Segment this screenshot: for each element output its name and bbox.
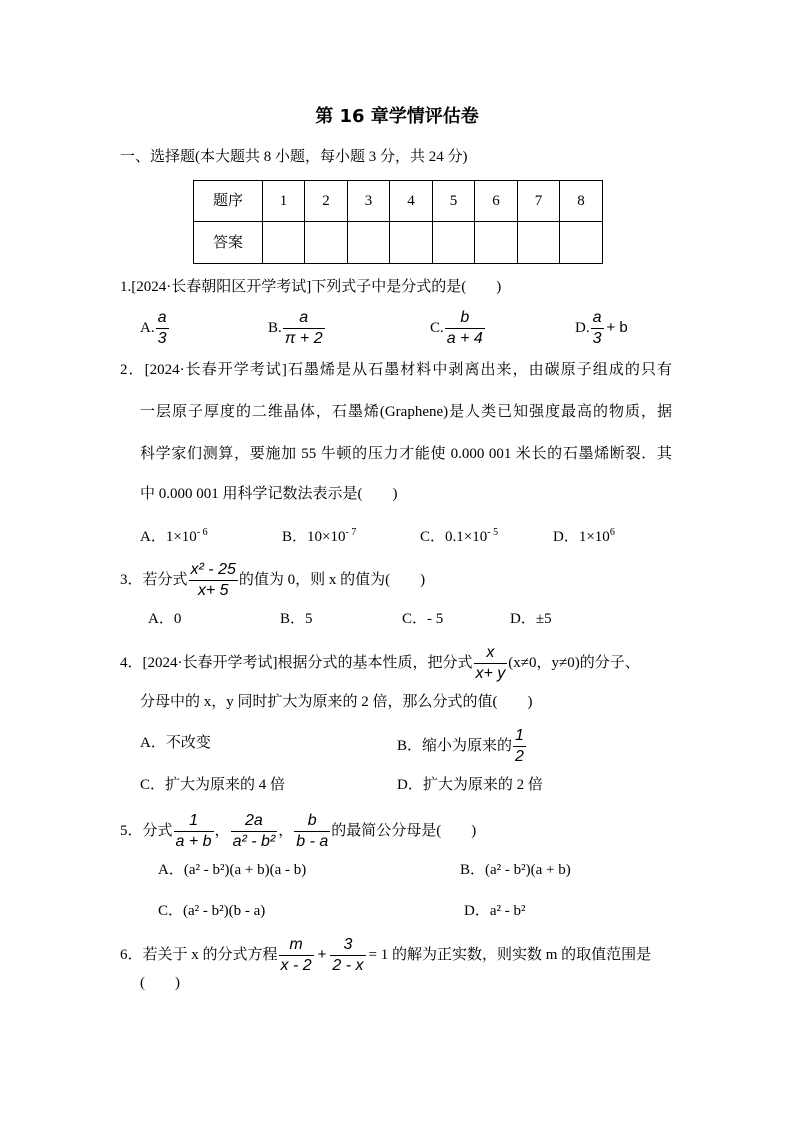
option-exponent: - 5 (487, 527, 499, 538)
answer-cell (390, 222, 433, 264)
question-2-line-4: 中 0.000 001 用科学记数法表示是( ) (140, 486, 398, 502)
stem-suffix: (x≠0，y≠0)的分子、 (508, 655, 640, 671)
numerator: x (474, 643, 508, 664)
option-label: D． (553, 529, 579, 545)
question-4-option-a: A．不改变 (140, 735, 211, 751)
answer-row (194, 222, 603, 264)
question-2-option-d (553, 527, 615, 547)
denominator: a² - b² (232, 833, 276, 851)
question-5-stem (120, 809, 476, 853)
option-exponent: - 7 (345, 527, 357, 538)
denominator: x+ y (475, 665, 506, 683)
denominator: a + b (175, 833, 212, 851)
question-2-line-1: 2．[2024·长春开学考试]石墨烯是从石墨材料中剥离出来，由碳原子组成的只有 (120, 362, 672, 378)
option-base: 10×10 (307, 529, 346, 545)
question-3-option-b: B．5 (280, 611, 313, 627)
answer-cell (433, 222, 475, 264)
question-number-cell: 5 (433, 181, 475, 222)
question-2-option-b (282, 527, 356, 547)
denominator: 2 - x (332, 957, 364, 975)
numerator: 1 (513, 726, 526, 747)
answer-cell (518, 222, 560, 264)
option-exponent: 6 (609, 527, 615, 538)
answer-cell (348, 222, 390, 264)
stem-prefix: 3．若分式 (120, 572, 188, 588)
question-3-option-c: C．- 5 (402, 611, 444, 627)
fraction (591, 308, 604, 349)
denominator: π + 2 (284, 330, 323, 348)
answer-cell (305, 222, 348, 264)
stem-prefix: 4．[2024·长春开学考试]根据分式的基本性质，把分式 (120, 655, 473, 671)
question-5-option-d: D．a² - b² (464, 903, 526, 919)
stem-prefix: 6．若关于 x 的分式方程 (120, 947, 278, 963)
page-title: 第 16 章学情评估卷 (315, 106, 479, 127)
question-3-option-a: A．0 (148, 611, 182, 627)
option-label: C. (430, 320, 444, 336)
question-2-option-a (140, 527, 208, 547)
plus-operator: + (317, 946, 327, 963)
question-4-line-1 (120, 641, 640, 685)
question-3-option-d: D．±5 (510, 611, 552, 627)
stem-suffix: 的值为 0，则 x 的值为( ) (238, 572, 426, 588)
fraction (231, 811, 278, 852)
question-1-option-d (575, 306, 631, 350)
numerator: m (279, 935, 314, 956)
question-number-cell: 3 (348, 181, 390, 222)
question-number-cell: 2 (305, 181, 348, 222)
option-base: 0.1×10 (445, 529, 488, 545)
question-1-option-b (268, 306, 326, 350)
denominator: x - 2 (280, 957, 312, 975)
question-4-option-d: D．扩大为原来的 2 倍 (397, 777, 543, 793)
section-heading: 一、选择题(本大题共 8 小题，每小题 3 分，共 24 分) (120, 149, 468, 165)
question-1-stem: 1.[2024·长春朝阳区开学考试]下列式子中是分式的是( ) (120, 279, 502, 295)
numerator: a (156, 308, 169, 329)
option-label: B. (268, 320, 282, 336)
fraction (294, 811, 330, 852)
question-number-row (194, 181, 603, 222)
option-base: 1×10 (578, 529, 610, 545)
denominator: x+ 5 (197, 582, 229, 600)
question-6-line-2: ( ) (140, 975, 180, 991)
fraction (283, 308, 325, 349)
numerator: b (294, 811, 330, 832)
answer-cell (475, 222, 518, 264)
option-label: A. (140, 320, 155, 336)
stem-suffix: = 1 的解为正实数，则实数 m 的取值范围是 (368, 947, 652, 963)
denominator: 2 (515, 748, 524, 766)
option-base: 1×10 (165, 529, 197, 545)
numerator: b (445, 308, 485, 329)
question-6-line-1 (120, 933, 651, 977)
question-2-line-3: 科学家们测算，要施加 55 牛顿的压力才能使 0.000 001 米长的石墨烯断裂．其 (140, 446, 672, 462)
separator: ， (278, 823, 294, 839)
numerator: 2a (231, 811, 278, 832)
stem-prefix: 5．分式 (120, 823, 173, 839)
denominator: 3 (592, 330, 602, 348)
row-header-answer: 答案 (194, 222, 263, 264)
option-label: B． (282, 529, 308, 545)
option-suffix: + b (606, 319, 628, 336)
stem-suffix: 的最简公分母是( ) (331, 823, 477, 839)
row-header-question-number: 题序 (194, 181, 263, 222)
numerator: a (591, 308, 604, 329)
question-1-option-c (430, 306, 486, 350)
question-5-option-b: B．(a² - b²)(a + b) (460, 862, 571, 878)
denominator: a + 4 (446, 330, 483, 348)
question-3-stem (120, 558, 425, 602)
fraction (174, 811, 214, 852)
question-number-cell: 8 (560, 181, 603, 222)
answer-cell (263, 222, 305, 264)
numerator: 3 (330, 935, 365, 956)
option-exponent: - 6 (196, 527, 208, 538)
fraction (279, 935, 314, 976)
fraction (445, 308, 485, 349)
question-number-cell: 7 (518, 181, 560, 222)
fraction (513, 726, 526, 767)
fraction (474, 643, 508, 684)
question-number-cell: 1 (263, 181, 305, 222)
denominator: b - a (296, 833, 329, 851)
option-text: B．缩小为原来的 (397, 738, 513, 754)
fraction (156, 308, 169, 349)
option-label: C． (420, 529, 446, 545)
numerator: a (283, 308, 325, 329)
question-number-cell: 4 (390, 181, 433, 222)
numerator: x² - 25 (189, 560, 238, 581)
question-4-option-c: C．扩大为原来的 4 倍 (140, 777, 286, 793)
fraction (189, 560, 238, 601)
question-2-line-2: 一层原子厚度的二维晶体，石墨烯(Graphene)是人类已知强度最高的物质，据 (140, 404, 672, 420)
question-5-option-c: C．(a² - b²)(b - a) (158, 903, 266, 919)
separator: ， (214, 823, 230, 839)
question-4-line-2: 分母中的 x，y 同时扩大为原来的 2 倍，那么分式的值( ) (140, 694, 533, 710)
question-2-option-c (420, 527, 498, 547)
numerator: 1 (174, 811, 214, 832)
option-label: A． (140, 529, 166, 545)
question-4-option-b (397, 724, 527, 768)
fraction (330, 935, 365, 976)
answer-cell (560, 222, 603, 264)
answer-table (193, 180, 603, 264)
option-label: D. (575, 320, 590, 336)
denominator: 3 (157, 330, 167, 348)
question-1-option-a (140, 306, 170, 350)
question-5-option-a: A．(a² - b²)(a + b)(a - b) (158, 862, 307, 878)
question-number-cell: 6 (475, 181, 518, 222)
